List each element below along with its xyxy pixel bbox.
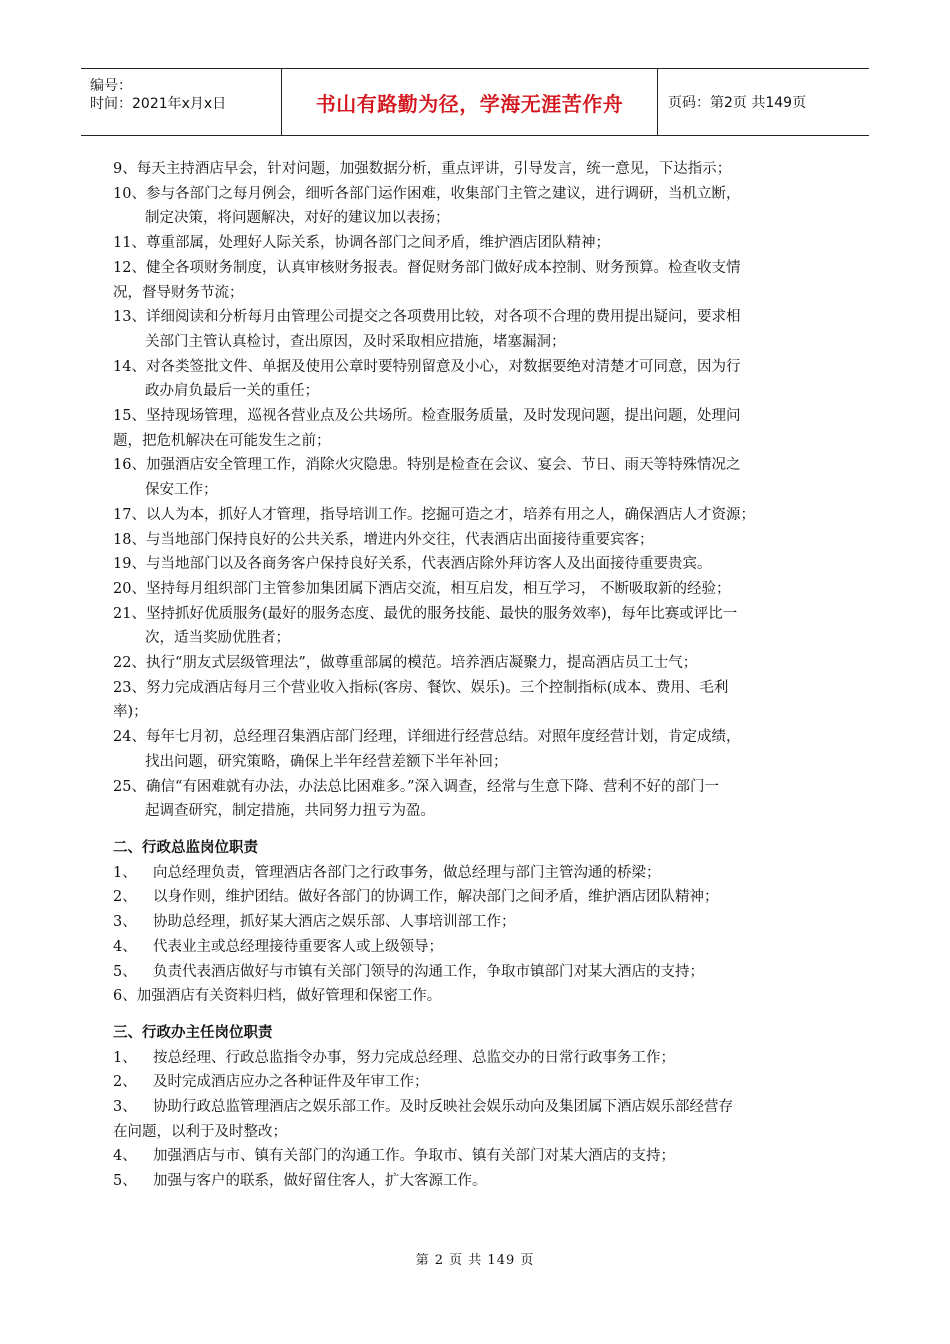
- item-text: 与当地部门保持良好的公共关系，增进内外交往，代表酒店出面接待重要宾客；: [145, 531, 654, 548]
- date-label: 时间：2021年x月x日: [90, 96, 227, 112]
- item-text-continuation: 关部门主管认真检讨，查出原因，及时采取相应措施，堵塞漏洞；: [145, 333, 566, 350]
- item-number: 4、: [113, 1148, 137, 1165]
- item-text: 坚持每月组织部门主管参加集团属下酒店交流，相互启发，相互学习， 不断吸取新的经验；: [145, 580, 731, 597]
- document-body: [113, 157, 843, 1194]
- item-text-wrap: 况，督导财务节流；: [113, 284, 244, 301]
- list-item: [113, 885, 843, 910]
- list-item: [113, 935, 843, 960]
- item-text-continuation: 次，适当奖励优胜者；: [145, 630, 290, 647]
- list-item: [113, 231, 843, 256]
- item-number: 11、: [113, 235, 146, 252]
- list-item: [113, 676, 843, 725]
- item-number: 12、: [113, 259, 146, 276]
- item-number: 9、: [113, 161, 137, 177]
- item-number: 4、: [113, 938, 137, 955]
- item-number: 18、: [113, 531, 146, 548]
- item-number: 1、: [113, 1049, 137, 1066]
- list-item: [113, 1169, 843, 1194]
- item-number: 10、: [113, 185, 146, 202]
- item-number: 5、: [113, 1173, 137, 1190]
- header-meta: [81, 69, 282, 135]
- item-text: 以人为本，抓好人才管理，指导培训工作。挖掘可造之才，培养有用之人，确保酒店人才资源；: [145, 506, 755, 523]
- list-item: [113, 528, 843, 553]
- item-text: 坚持现场管理，巡视各营业点及公共场所。检查服务质量，及时发现问题，提出问题，处理问: [145, 408, 741, 425]
- item-number: 1、: [113, 864, 137, 881]
- item-text: 按总经理、行政总监指令办事，努力完成总经理、总监交办的日常行政事务工作；: [153, 1049, 675, 1066]
- list-item: [113, 725, 843, 750]
- item-text: 加强酒店与市、镇有关部门的沟通工作。争取市、镇有关部门对某大酒店的支持；: [153, 1148, 675, 1165]
- item-number: 13、: [113, 309, 146, 326]
- item-text-wrap: 率)；: [113, 704, 148, 721]
- item-text-continuation: 起调查研究，制定措施，共同努力扭亏为盈。: [145, 803, 435, 820]
- list-item: [113, 1046, 843, 1071]
- header-motto: 书山有路勤为径，学海无涯苦作舟: [282, 69, 658, 135]
- list-item: [113, 182, 843, 207]
- item-text-continuation: 保安工作；: [145, 482, 218, 499]
- item-number: 24、: [113, 729, 146, 746]
- item-text: 协助行政总监管理酒店之娱乐部工作。及时反映社会娱乐动向及集团属下酒店娱乐部经营存: [153, 1099, 733, 1116]
- list-item: [113, 1070, 843, 1095]
- item-text: 向总经理负责，管理酒店各部门之行政事务，做总经理与部门主管沟通的桥梁；: [153, 864, 661, 881]
- item-text: 协助总经理，抓好某大酒店之娱乐部、人事培训部工作；: [153, 914, 516, 931]
- item-text: 与当地部门以及各商务客户保持良好关系，代表酒店除外拜访客人及出面接待重要贵宾。: [145, 556, 712, 573]
- list-item: [113, 256, 843, 305]
- list-item: [113, 404, 843, 453]
- item-text-continuation: 制定决策，将问题解决，对好的建议加以表扬；: [145, 210, 450, 227]
- item-number: 2、: [113, 1074, 137, 1091]
- duty-list: [113, 157, 843, 824]
- item-number: 19、: [113, 556, 146, 573]
- item-text: 及时完成酒店应办之各种证件及年审工作；: [153, 1074, 429, 1091]
- list-item: [113, 305, 843, 330]
- list-item: [113, 651, 843, 676]
- item-text-wrap: 题，把危机解决在可能发生之前；: [113, 432, 331, 449]
- item-text: 坚持抓好优质服务(最好的服务态度、最优的服务技能、最快的服务效率)，每年比赛或评比一: [145, 605, 738, 622]
- list-item: [113, 984, 843, 1009]
- list-item: [113, 960, 843, 985]
- code-label: 编号：: [90, 78, 132, 94]
- list-item: [113, 1095, 843, 1120]
- item-number: 22、: [113, 655, 146, 672]
- list-item: [113, 775, 843, 800]
- list-item: [113, 1144, 843, 1169]
- item-text-continuation: 在问题，以利于及时整改；: [113, 1123, 287, 1140]
- item-line: [113, 676, 843, 701]
- section-title: 三、行政办主任岗位职责: [113, 1024, 273, 1041]
- page-header: [81, 68, 869, 136]
- item-line: [113, 404, 843, 429]
- header-page-info: 页码：第2页 共149页: [668, 95, 807, 111]
- item-text: 健全各项财务制度，认真审核财务报表。督促财务部门做好成本控制、财务预算。检查收支情: [145, 259, 741, 276]
- list-item: [113, 910, 843, 935]
- page-footer: 第 2 页 共 149 页: [415, 1253, 535, 1268]
- list-item: [113, 453, 843, 478]
- item-text: 每天主持酒店早会，针对问题，加强数据分析，重点评讲，引导发言，统一意见，下达指示；: [136, 161, 732, 177]
- item-text: 执行“朋友式层级管理法”，做尊重部属的模范。培养酒店凝聚力，提高酒店员工士气；: [145, 655, 698, 672]
- item-text: 参与各部门之每月例会，细听各部门运作困难，收集部门主管之建议，进行调研，当机立断，: [145, 185, 741, 202]
- item-number: 3、: [113, 1099, 137, 1116]
- item-number: 15、: [113, 408, 146, 425]
- section-list: [113, 861, 843, 1009]
- item-text: 努力完成酒店每月三个营业收入指标(客房、餐饮、娱乐)。三个控制指标(成本、费用、毛利: [145, 679, 729, 696]
- section-list: [113, 1046, 843, 1194]
- list-item: [113, 577, 843, 602]
- item-text: 对各类签批文件、单据及使用公章时要特别留意及小心，对数据要绝对清楚才可同意，因为行: [145, 358, 741, 375]
- item-text: 加强酒店安全管理工作，消除火灾隐患。特别是检查在会议、宴会、节日、雨天等特殊情况之: [145, 457, 741, 474]
- list-item: [113, 552, 843, 577]
- list-item: [113, 602, 843, 627]
- section-title: 二、行政总监岗位职责: [113, 839, 258, 856]
- list-item: [113, 861, 843, 886]
- item-text: 加强与客户的联系，做好留住客人，扩大客源工作。: [153, 1173, 487, 1190]
- item-text-continuation: 政办肩负最后一关的重任；: [145, 383, 319, 400]
- item-number: 5、: [113, 963, 137, 980]
- list-item: [113, 157, 843, 182]
- item-line: [113, 256, 843, 281]
- item-text: 以身作则，维护团结。做好各部门的协调工作，解决部门之间矛盾，维护酒店团队精神；: [153, 889, 719, 906]
- item-text: 详细阅读和分析每月由管理公司提交之各项费用比较，对各项不合理的费用提出疑问，要求相: [145, 309, 741, 326]
- item-number: 14、: [113, 358, 146, 375]
- item-text: 每年七月初，总经理召集酒店部门经理，详细进行经营总结。对照年度经营计划，肯定成绩，: [145, 729, 741, 746]
- item-text: 尊重部属，处理好人际关系，协调各部门之间矛盾，维护酒店团队精神；: [145, 235, 610, 252]
- item-text: 代表业主或总经理接待重要客人或上级领导；: [153, 938, 443, 955]
- item-number: 3、: [113, 914, 137, 931]
- item-text: 加强酒店有关资料归档，做好管理和保密工作。: [136, 988, 442, 1005]
- item-number: 20、: [113, 580, 146, 597]
- item-number: 2、: [113, 889, 137, 906]
- item-number: 17、: [113, 506, 146, 523]
- item-text-continuation: 找出问题，研究策略，确保上半年经营差额下半年补回；: [145, 753, 508, 770]
- item-number: 16、: [113, 457, 146, 474]
- item-number: 23、: [113, 679, 146, 696]
- item-text: 负责代表酒店做好与市镇有关部门领导的沟通工作，争取市镇部门对某大酒店的支持；: [153, 963, 704, 980]
- item-number: 6、: [113, 988, 137, 1005]
- item-text: 确信“有困难就有办法，办法总比困难多。”深入调查，经常与生意下降、营利不好的部门一: [145, 778, 720, 795]
- item-number: 25、: [113, 778, 146, 795]
- item-number: 21、: [113, 605, 146, 622]
- list-item: [113, 503, 843, 528]
- list-item: [113, 355, 843, 380]
